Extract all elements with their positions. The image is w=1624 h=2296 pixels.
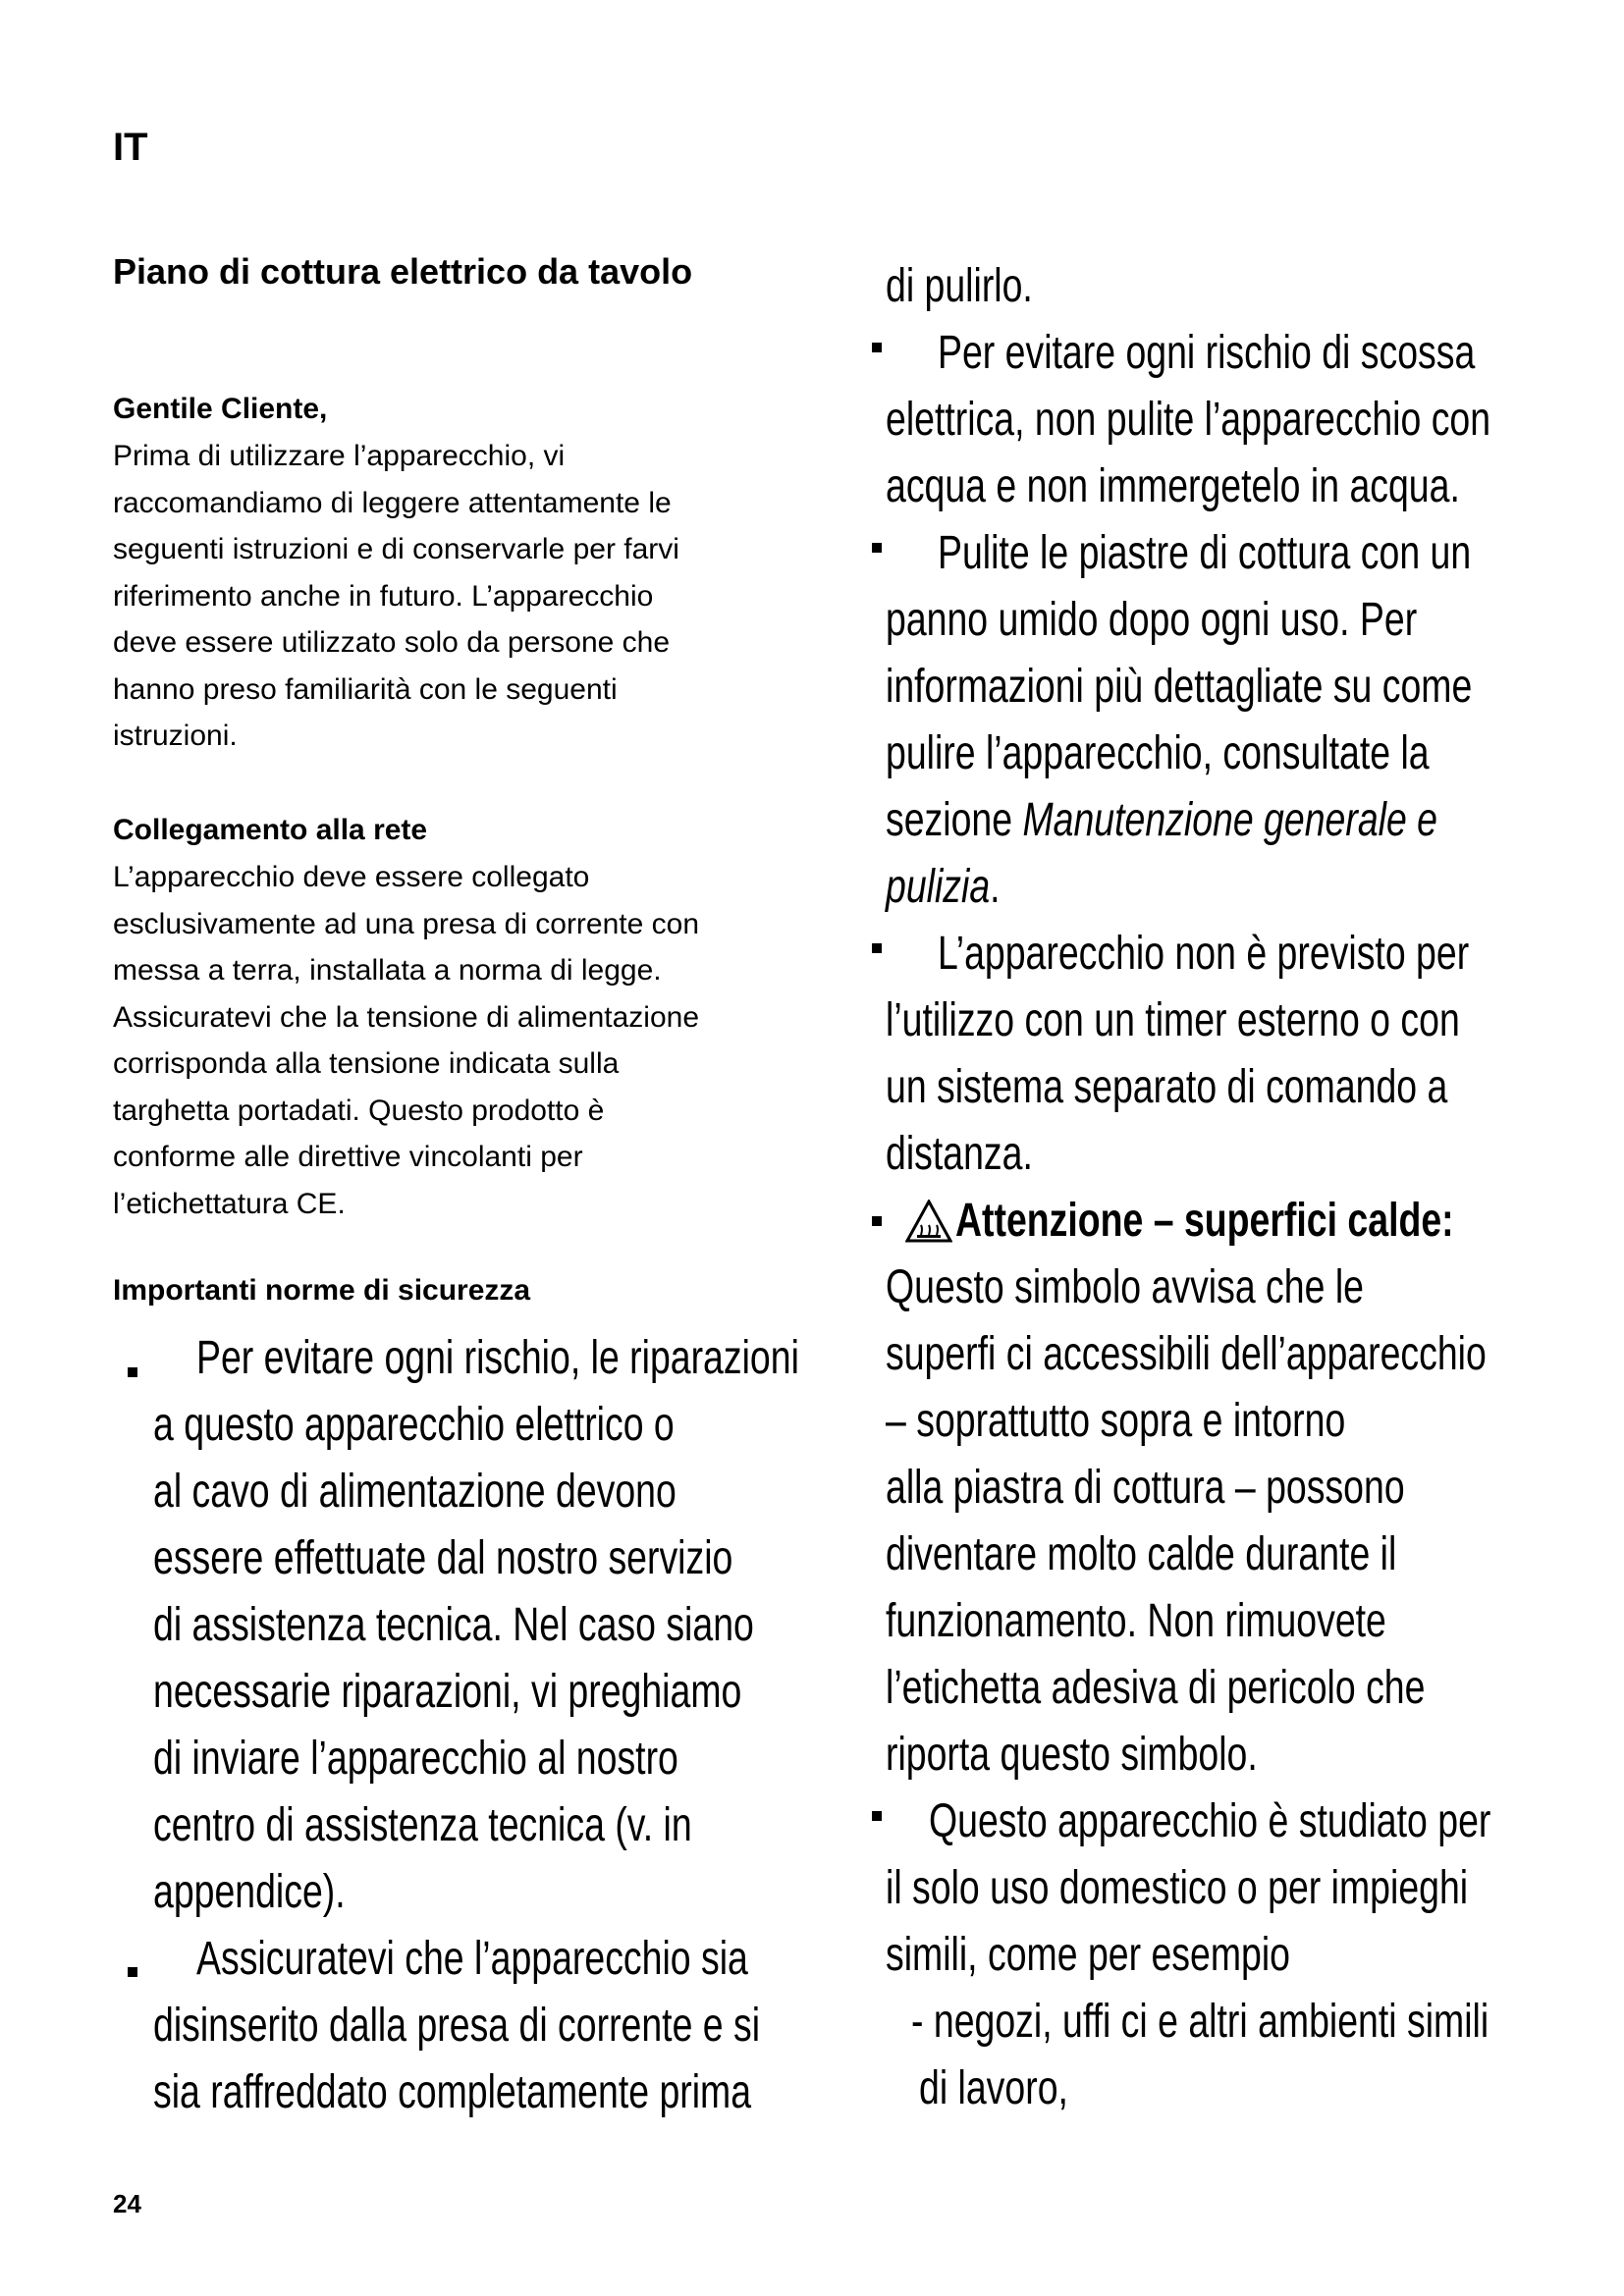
network-line: esclusivamente ad una presa di corrente con xyxy=(113,907,700,940)
bullet-icon xyxy=(872,343,882,352)
safety-right-line: distanza. xyxy=(886,1128,1033,1180)
network-section xyxy=(113,811,820,1227)
safety-right-line: superfi ci accessibili dell’apparecchio xyxy=(886,1328,1487,1380)
page-title: Piano di cottura elettrico da tavolo xyxy=(113,251,693,292)
safety-section xyxy=(113,1271,820,1314)
safety-right-line: Questo simbolo avvisa che le xyxy=(886,1261,1364,1313)
bullet-icon xyxy=(128,1367,137,1377)
safety-right-line: di lavoro, xyxy=(919,2062,1068,2114)
hot-surface-warning-heading: Attenzione – superfici calde: xyxy=(955,1195,1454,1247)
greeting-line: seguenti istruzioni e di conservarle per farvi xyxy=(113,533,679,565)
safety-left-line: appendice). xyxy=(153,1866,346,1918)
safety-right-line xyxy=(886,787,1437,854)
safety-left-line: di assistenza tecnica. Nel caso siano xyxy=(153,1599,754,1651)
safety-left-line: Per evitare ogni rischio, le riparazioni xyxy=(196,1332,799,1384)
safety-left-line: al cavo di alimentazione devono xyxy=(153,1466,677,1518)
text-run: sezione xyxy=(886,794,1023,846)
network-line: L’apparecchio deve essere collegato xyxy=(113,861,590,893)
greeting-section xyxy=(113,390,820,760)
greeting-line: hanno preso familiarità con le seguenti xyxy=(113,672,618,706)
text-run-italic: Manutenzione generale e xyxy=(1022,794,1438,846)
hot-surface-warning-icon xyxy=(905,1200,952,1243)
greeting-line: raccomandiamo di leggere attentamente le xyxy=(113,486,672,519)
greeting-line: Prima di utilizzare l’apparecchio, vi xyxy=(113,440,566,472)
bullet-icon xyxy=(128,1967,137,1977)
bullet-icon xyxy=(872,1216,882,1226)
safety-right-line: simili, come per esempio xyxy=(886,1929,1290,1981)
safety-right-line: riporta questo simbolo. xyxy=(886,1729,1258,1781)
safety-left-line: necessarie riparazioni, vi preghiamo xyxy=(153,1666,742,1718)
network-line: messa a terra, installata a norma di legge. xyxy=(113,954,662,987)
greeting-line: deve essere utilizzato solo da persone che xyxy=(113,626,671,659)
network-heading: Collegamento alla rete xyxy=(113,814,428,846)
safety-left-line: centro di assistenza tecnica (v. in xyxy=(153,1799,692,1851)
safety-right-line: funzionamento. Non rimuovete xyxy=(886,1595,1386,1647)
safety-right-line: elettrica, non pulite l’apparecchio con xyxy=(886,394,1491,446)
bullet-icon xyxy=(872,543,882,553)
safety-right-line: diventare molto calde durante il xyxy=(886,1528,1397,1580)
safety-right-line: pulire l’apparecchio, consultate la xyxy=(886,727,1430,779)
page-number: 24 xyxy=(113,2189,141,2218)
safety-right-line: Questo apparecchio è studiato per xyxy=(929,1795,1491,1847)
bullet-icon xyxy=(872,1811,882,1821)
safety-left-line: sia raffreddato completamente prima xyxy=(153,2066,752,2118)
text-run: . xyxy=(990,861,1001,913)
safety-right-line: l’utilizzo con un timer esterno o con xyxy=(886,994,1460,1046)
network-line: Assicuratevi che la tensione di alimentazione xyxy=(113,1000,699,1034)
safety-left-line: essere effettuate dal nostro servizio xyxy=(153,1532,733,1584)
safety-right-line: informazioni più dettagliate su come xyxy=(886,661,1473,713)
network-line: l’etichettatura CE. xyxy=(113,1187,346,1220)
safety-right-line: L’apparecchio non è previsto per xyxy=(938,928,1470,980)
greeting-line: riferimento anche in futuro. L’apparecchio xyxy=(113,579,654,613)
safety-right-line: - negozi, uffi ci e altri ambienti simili xyxy=(911,1996,1489,2048)
language-code: IT xyxy=(113,126,148,169)
safety-right-line: l’etichetta adesiva di pericolo che xyxy=(886,1662,1426,1714)
greeting-heading: Gentile Cliente, xyxy=(113,393,328,425)
safety-left-line: disinserito dalla presa di corrente e si xyxy=(153,2000,761,2052)
safety-right-line: di pulirlo. xyxy=(886,260,1033,312)
network-line: conforme alle direttive vincolanti per xyxy=(113,1141,583,1173)
safety-left-line: a questo apparecchio elettrico o xyxy=(153,1399,675,1451)
greeting-line: istruzioni. xyxy=(113,720,238,752)
safety-left-line: Assicuratevi che l’apparecchio sia xyxy=(196,1933,748,1985)
network-line: targhetta portadati. Questo prodotto è xyxy=(113,1094,605,1127)
safety-right-line: Per evitare ogni rischio di scossa xyxy=(938,327,1476,379)
safety-right-line: acqua e non immergetelo in acqua. xyxy=(886,460,1460,512)
bullet-icon xyxy=(872,943,882,953)
safety-right-line: alla piastra di cottura – possono xyxy=(886,1462,1405,1514)
safety-right-line: un sistema separato di comando a xyxy=(886,1061,1448,1113)
text-run-italic: pulizia xyxy=(886,861,991,913)
safety-left-line: di inviare l’apparecchio al nostro xyxy=(153,1733,678,1785)
safety-right-line: Pulite le piastre di cottura con un xyxy=(938,527,1472,579)
safety-heading: Importanti norme di sicurezza xyxy=(113,1274,531,1307)
safety-right-line: il solo uso domestico o per impieghi xyxy=(886,1862,1469,1914)
safety-right-line: panno umido dopo ogni uso. Per xyxy=(886,594,1418,646)
safety-right-line xyxy=(886,854,1001,921)
safety-right-line: – soprattutto sopra e intorno xyxy=(886,1395,1346,1447)
network-line: corrisponda alla tensione indicata sulla xyxy=(113,1047,620,1080)
